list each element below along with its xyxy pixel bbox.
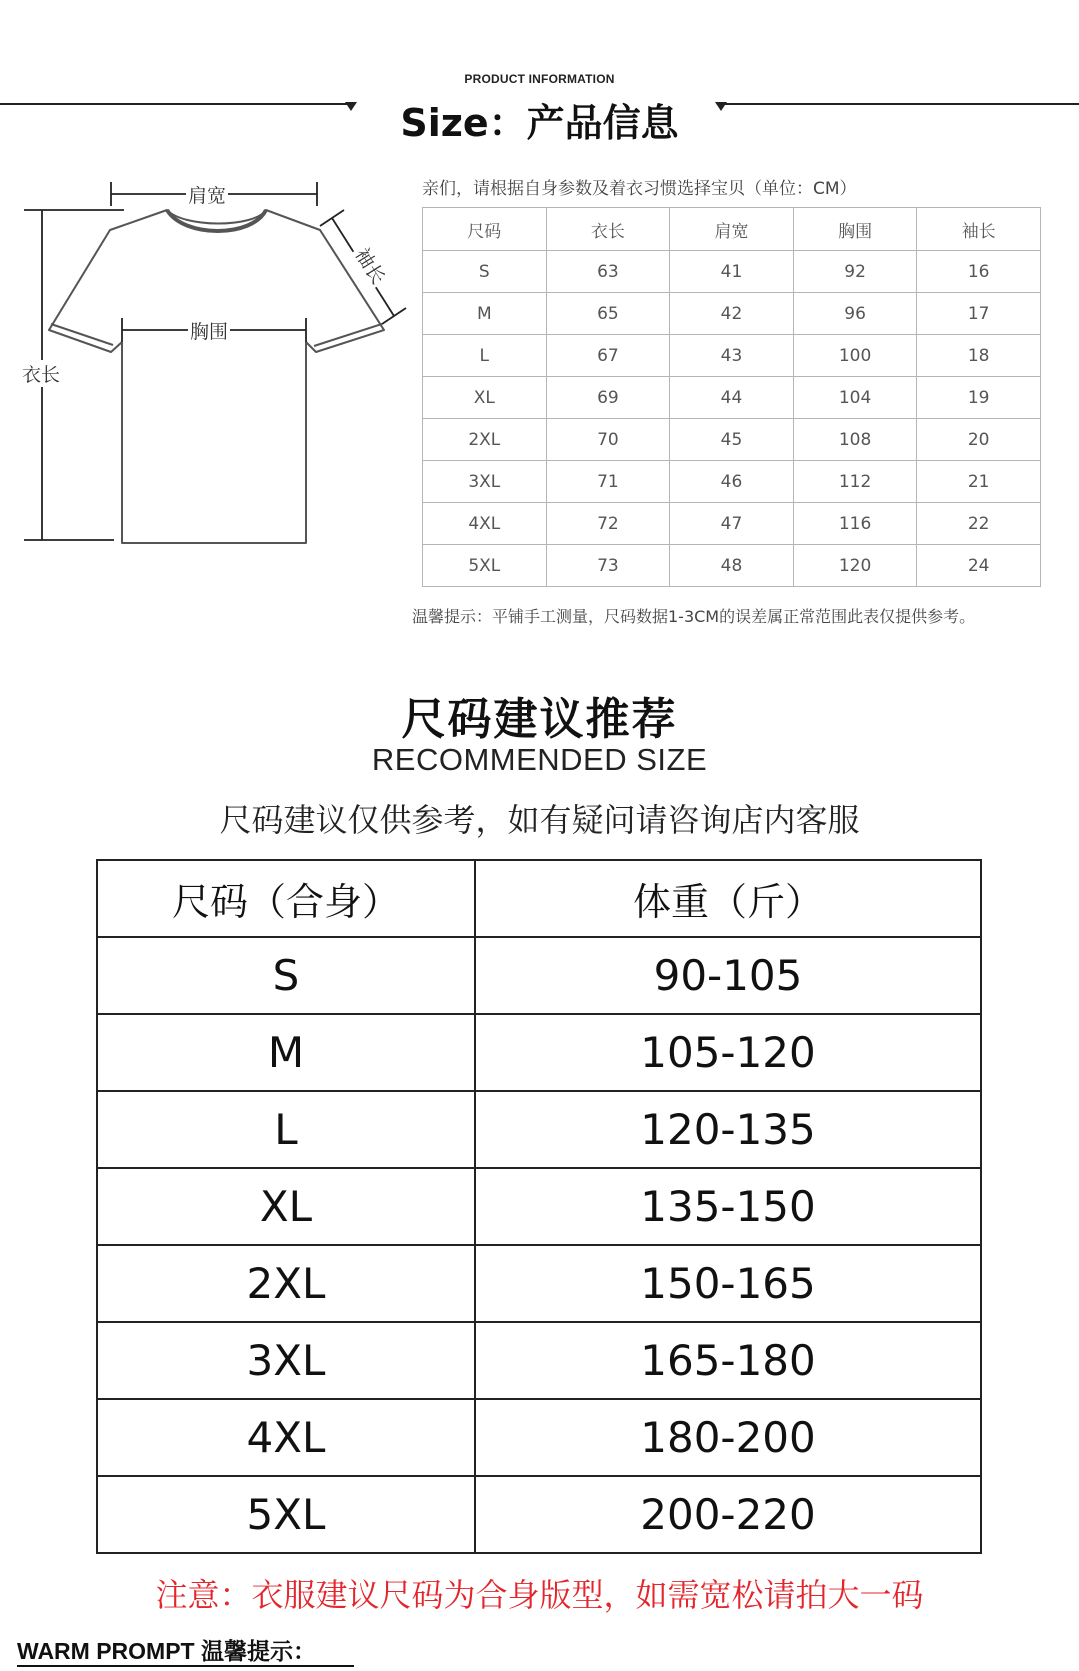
table-cell: M [423,293,547,335]
fit-warning: 注意：衣服建议尺码为合身版型，如需宽松请拍大一码 [155,1576,924,1614]
table-cell: 120-135 [475,1091,981,1168]
table-header-row [423,208,1041,251]
table-cell: XL [97,1168,475,1245]
table-cell: 165-180 [475,1322,981,1399]
recommended-size-table [96,859,982,1554]
table-cell: 90-105 [475,937,981,1014]
table-cell: 92 [793,251,917,293]
table-cell: 47 [670,503,794,545]
table-cell: 116 [793,503,917,545]
table-cell: 2XL [423,419,547,461]
table-cell: 180-200 [475,1399,981,1476]
table-cell: 21 [917,461,1041,503]
table-cell: 100 [793,335,917,377]
table-cell: 19 [917,377,1041,419]
header-title: Size：产品信息 [400,101,679,145]
table-row [97,1322,981,1399]
table-cell: 5XL [423,545,547,587]
table-cell: 135-150 [475,1168,981,1245]
table-cell: 20 [917,419,1041,461]
product-info-table [422,207,1041,587]
table-row [97,1091,981,1168]
table-header-cell: 肩宽 [670,208,794,251]
table-row [423,251,1041,293]
table-row [423,419,1041,461]
table-cell: 108 [793,419,917,461]
table-row [97,1476,981,1553]
table-header-cell: 尺码（合身） [97,860,475,937]
table-cell: L [423,335,547,377]
table-cell: 3XL [423,461,547,503]
table-row [97,1168,981,1245]
table-header-cell: 衣长 [546,208,670,251]
table-cell: 41 [670,251,794,293]
table-cell: 4XL [423,503,547,545]
table-cell: 48 [670,545,794,587]
table-row [423,335,1041,377]
table-cell: M [97,1014,475,1091]
table-cell: 120 [793,545,917,587]
table-header-cell: 袖长 [917,208,1041,251]
recommended-title: 尺码建议推荐 [401,694,678,745]
table-row [423,503,1041,545]
table-cell: 105-120 [475,1014,981,1091]
table-cell: 44 [670,377,794,419]
table-cell: 4XL [97,1399,475,1476]
recommended-note: 尺码建议仅供参考，如有疑问请咨询店内客服 [219,801,860,839]
table-cell: S [423,251,547,293]
table-row [97,1399,981,1476]
table-cell: 5XL [97,1476,475,1553]
shirt-diagram [14,170,414,550]
table-cell: 200-220 [475,1476,981,1553]
table-cell: 73 [546,545,670,587]
table-row [423,545,1041,587]
table-cell: 18 [917,335,1041,377]
table-cell: 71 [546,461,670,503]
table-cell: 42 [670,293,794,335]
table-cell: 112 [793,461,917,503]
product-info-footnote: 温馨提示：平铺手工测量，尺码数据1-3CM的误差属正常范围此表仅提供参考。 [412,607,976,626]
table-cell: L [97,1091,475,1168]
table-cell: 17 [917,293,1041,335]
table-cell: 2XL [97,1245,475,1322]
table-cell: S [97,937,475,1014]
table-cell: 67 [546,335,670,377]
table-cell: 24 [917,545,1041,587]
table-header-cell: 胸围 [793,208,917,251]
header-subtitle: PRODUCT INFORMATION [464,72,615,86]
diagram-label-chest: 胸围 [188,317,230,344]
table-cell: 69 [546,377,670,419]
table-cell: 16 [917,251,1041,293]
table-cell: 65 [546,293,670,335]
recommended-subtitle: RECOMMENDED SIZE [371,742,708,777]
table-cell: 63 [546,251,670,293]
table-cell: 45 [670,419,794,461]
table-row [97,937,981,1014]
table-header-cell: 尺码 [423,208,547,251]
table-row [423,377,1041,419]
table-row [97,1245,981,1322]
warm-prompt-heading: WARM PROMPT 温馨提示： [17,1638,316,1664]
diagram-label-sleeve: 袖长 [348,241,393,291]
table-cell: XL [423,377,547,419]
table-header-row [97,860,981,937]
table-cell: 150-165 [475,1245,981,1322]
diagram-label-shoulder: 肩宽 [186,181,228,208]
table-row [423,293,1041,335]
table-header-cell: 体重（斤） [475,860,981,937]
table-row [423,461,1041,503]
table-cell: 22 [917,503,1041,545]
product-info-note: 亲们，请根据自身参数及着衣习惯选择宝贝（单位：CM） [422,179,857,199]
warm-prompt-underline [17,1665,354,1667]
shirt-outline-icon [14,170,414,550]
diagram-label-length: 衣长 [20,360,62,387]
table-cell: 104 [793,377,917,419]
table-row [97,1014,981,1091]
table-cell: 3XL [97,1322,475,1399]
table-cell: 46 [670,461,794,503]
table-cell: 43 [670,335,794,377]
table-cell: 72 [546,503,670,545]
table-cell: 96 [793,293,917,335]
table-cell: 70 [546,419,670,461]
